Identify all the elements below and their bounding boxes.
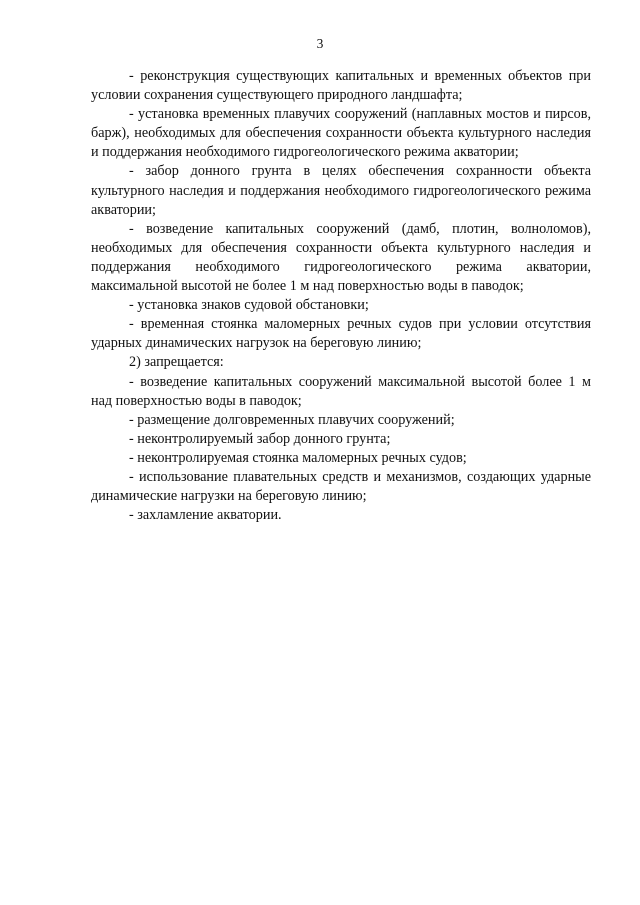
- list-item-temporary-mooring: - временная стоянка маломерных речных судов при условии отсутствия ударных динамических нагрузок на береговую линию;: [91, 316, 591, 352]
- document-body: [91, 67, 591, 525]
- list-item-prohibited-uncontrolled-mooring: - неконтролируемая стоянка маломерных речных судов;: [129, 449, 467, 466]
- list-item-prohibited-capital-structures: - возведение капитальных сооружений максимальной высотой более 1 м над поверхностью воды в паводок;: [91, 373, 591, 409]
- section-heading-prohibited: 2) запрещается:: [129, 354, 224, 371]
- list-item-soil-extraction: - забор донного грунта в целях обеспечения сохранности объекта культурного наследия и поддержания необходимого гидрогеологического режима акватории;: [91, 163, 591, 218]
- list-item-prohibited-vessels: - использование плавательных средств и механизмов, создающих ударные динамические нагрузки на береговую линию;: [91, 468, 591, 505]
- page-number: 3: [316, 36, 324, 51]
- list-item-prohibited-uncontrolled-extraction: - неконтролируемый забор донного грунта;: [129, 430, 391, 447]
- list-item-capital-structures: - возведение капитальных сооружений (дамб, плотин, волноломов), необходимых для обеспечения сохранности объекта культурного наследия и поддержания необходимого гидрогеологического режима акватории, максимальной высотой не более 1 м над поверхностью воды в паводок;: [91, 220, 591, 295]
- list-item-reconstruction: - реконструкция существующих капитальных и временных объектов при условии сохранения существующего природного ландшафта;: [91, 68, 591, 104]
- list-item-prohibited-long-term-floating: - размещение долговременных плавучих сооружений;: [129, 411, 455, 428]
- list-item-floating-structures: - установка временных плавучих сооружений (наплавных мостов и пирсов, барж), необходимых для обеспечения сохранности объекта культурного наследия и поддержания необходимого гидрогеологического режима акватории;: [91, 106, 591, 161]
- list-item-prohibited-littering: - захламление акватории.: [129, 507, 282, 524]
- list-item-navigation-signs: - установка знаков судовой обстановки;: [129, 297, 369, 314]
